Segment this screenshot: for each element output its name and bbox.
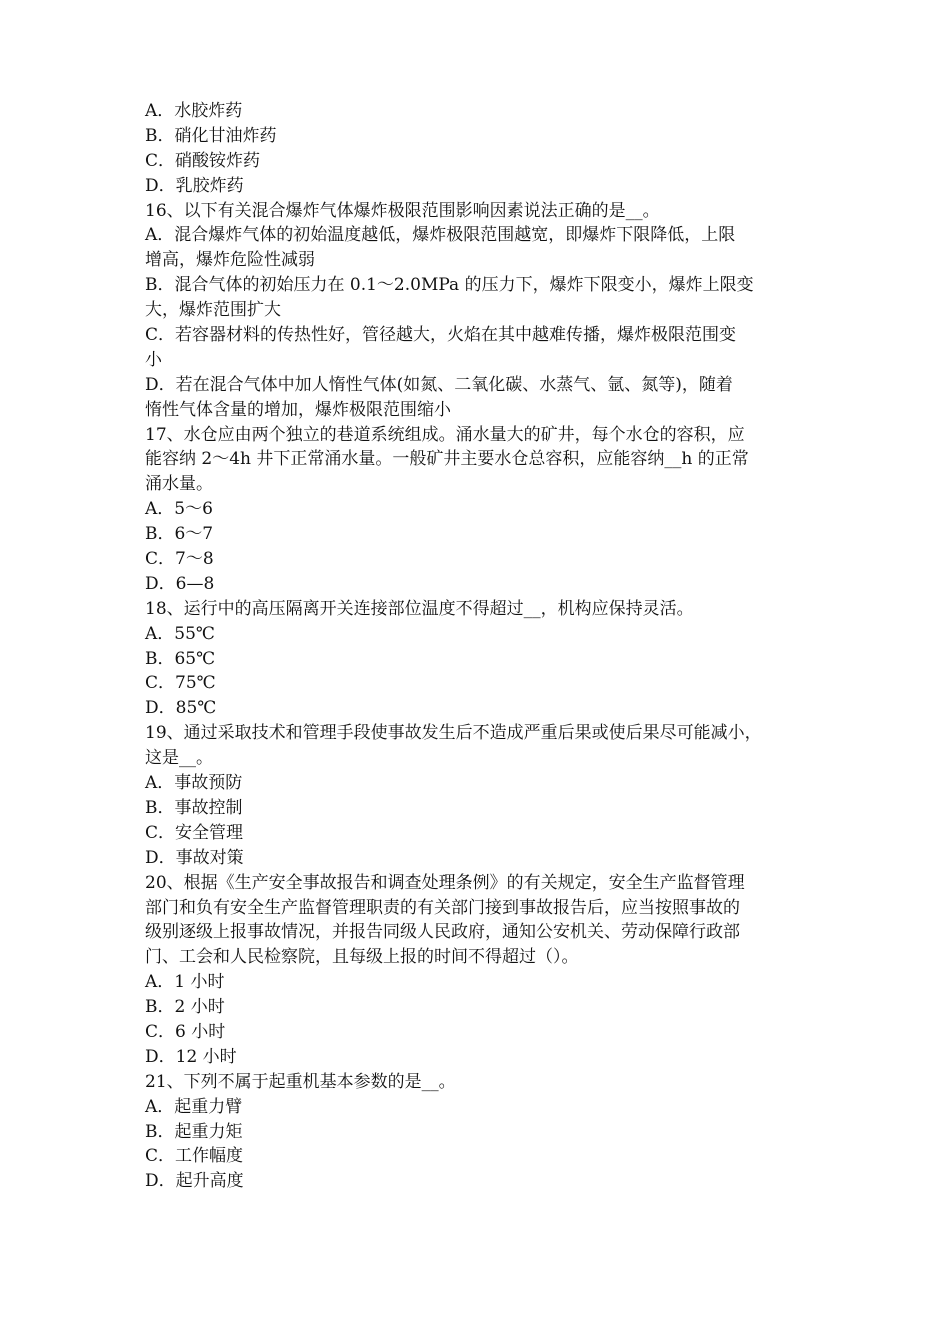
text-line: 21、下列不属于起重机基本参数的是__。 [145, 1071, 456, 1092]
text-line: C．75℃ [145, 673, 216, 694]
text-line: 这是__。 [145, 748, 213, 769]
text-line: D．85℃ [145, 698, 217, 719]
text-line: C．6 小时 [145, 1021, 226, 1042]
text-line: 小 [145, 349, 162, 370]
text-line: 20、根据《生产安全事故报告和调查处理条例》的有关规定，安全生产监督管理 [145, 872, 745, 893]
text-line: 大，爆炸范围扩大 [145, 300, 281, 321]
text-line: 16、以下有关混合爆炸气体爆炸极限范围影响因素说法正确的是__。 [145, 200, 660, 221]
text-line: 18、运行中的高压隔离开关连接部位温度不得超过__，机构应保持灵活。 [145, 598, 694, 619]
text-line: C．若容器材料的传热性好，管径越大，火焰在其中越难传播，爆炸极限范围变 [145, 325, 737, 346]
text-line: C．安全管理 [145, 822, 244, 843]
text-line: 17、水仓应由两个独立的巷道系统组成。涌水量大的矿井，每个水仓的容积，应 [145, 424, 745, 445]
text-line: A．起重力臂 [145, 1096, 243, 1117]
text-line: D．乳胶炸药 [145, 175, 244, 196]
text-line: D．12 小时 [145, 1046, 237, 1067]
text-line: 级别逐级上报事故情况，并报告同级人民政府，通知公安机关、劳动保障行政部 [145, 922, 740, 943]
text-line: 增高，爆炸危险性减弱 [145, 250, 315, 271]
text-line: 19、通过采取技术和管理手段使事故发生后不造成严重后果或使后果尽可能减小， [145, 723, 762, 744]
text-line: B．硝化甘油炸药 [145, 125, 277, 146]
text-line: B．65℃ [145, 648, 216, 669]
text-line: A．1 小时 [145, 972, 225, 993]
text-line: 部门和负有安全生产监督管理职责的有关部门接到事故报告后，应当按照事故的 [145, 897, 740, 918]
text-line: 能容纳 2～4h 井下正常涌水量。一般矿井主要水仓总容积，应能容纳__h 的正常 [145, 449, 749, 470]
text-line: A．混合爆炸气体的初始温度越低，爆炸极限范围越宽，即爆炸下限降低，上限 [145, 225, 736, 246]
text-line: D．起升高度 [145, 1171, 244, 1192]
text-line: B．2 小时 [145, 997, 225, 1018]
text-line: D．6—8 [145, 573, 215, 594]
text-line: B．事故控制 [145, 797, 243, 818]
text-line: 惰性气体含量的增加，爆炸极限范围缩小 [145, 399, 451, 420]
text-line: A．事故预防 [145, 773, 243, 794]
text-line: A．水胶炸药 [145, 101, 243, 121]
text-line: D．若在混合气体中加人惰性气体(如氮、二氧化碳、水蒸气、氩、氮等)，随着 [145, 374, 733, 395]
text-line: B．起重力矩 [145, 1121, 243, 1142]
text-line: C．硝酸铵炸药 [145, 150, 261, 171]
text-line: A．5～6 [145, 499, 213, 520]
text-line: C．7～8 [145, 549, 214, 570]
text-line: D．事故对策 [145, 847, 244, 868]
text-line: B．6～7 [145, 524, 214, 545]
text-line: B．混合气体的初始压力在 0.1～2.0MPa 的压力下，爆炸下限变小，爆炸上限变 [145, 275, 754, 296]
text-line: 涌水量。 [145, 474, 213, 495]
text-line: 门、工会和人民检察院，且每级上报的时间不得超过（）。 [145, 947, 579, 968]
text-line: A．55℃ [145, 623, 215, 644]
document-body [145, 99, 825, 1194]
text-line: C．工作幅度 [145, 1146, 244, 1167]
